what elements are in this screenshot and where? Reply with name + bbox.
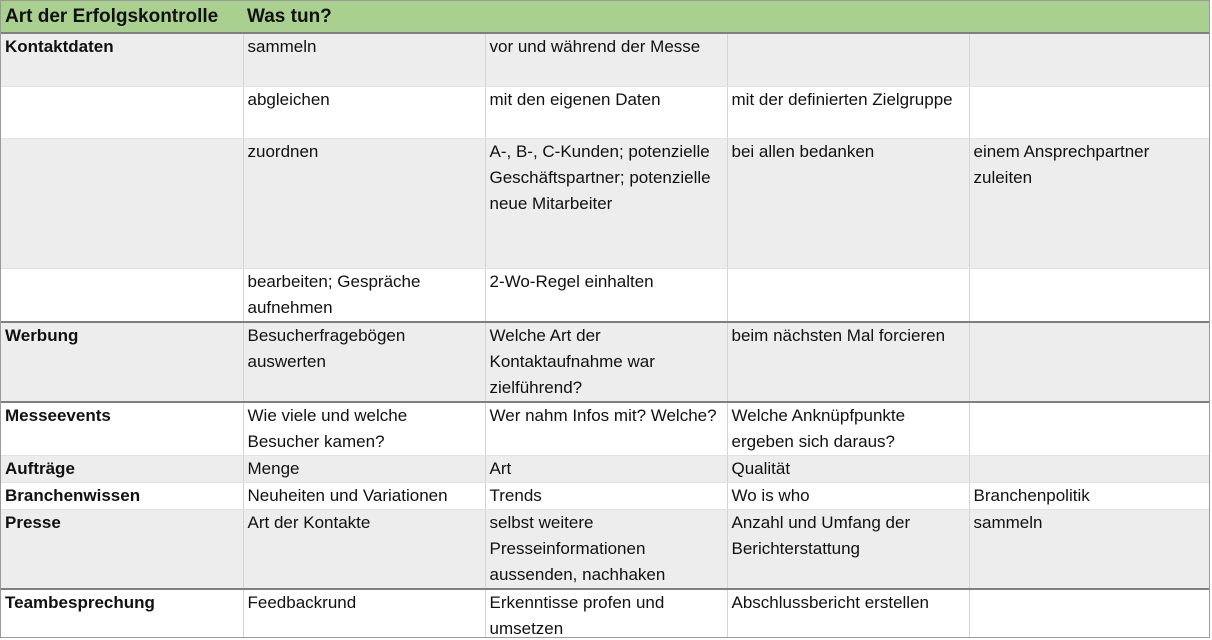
table-cell[interactable] — [727, 268, 969, 322]
table-cell[interactable]: Erkenntisse profen und umsetzen — [485, 589, 727, 639]
table-cell[interactable]: Wie viele und welche Besucher kamen? — [243, 402, 485, 456]
table-cell[interactable]: Anzahl und Umfang der Berichterstattung — [727, 509, 969, 589]
table-cell[interactable]: sammeln — [243, 34, 485, 86]
table-cell[interactable]: Wer nahm Infos mit? Welche? — [485, 402, 727, 456]
category-cell[interactable]: Presse — [1, 509, 243, 589]
table-cell[interactable]: Branchenpolitik — [969, 482, 1210, 509]
table-cell[interactable]: Abschlussbericht erstellen — [727, 589, 969, 639]
table-cell[interactable]: Wo is who — [727, 482, 969, 509]
erfolgskontrolle-table — [1, 34, 1210, 638]
table-cell[interactable]: Art — [485, 455, 727, 482]
table-cell[interactable]: mit der definierten Zielgruppe — [727, 86, 969, 138]
table-cell[interactable]: A-, B-, C-Kunden; potenzielle Geschäftspartner; potenzielle neue Mitarbeiter — [485, 138, 727, 268]
table-cell[interactable]: Qualität — [727, 455, 969, 482]
header-row — [1, 1, 1209, 34]
table-cell[interactable] — [969, 455, 1210, 482]
table-row — [1, 268, 1210, 322]
table-cell[interactable]: bearbeiten; Gespräche aufnehmen — [243, 268, 485, 322]
table-cell[interactable]: Besucherfragebögen auswerten — [243, 322, 485, 402]
category-cell[interactable]: Kontaktdaten — [1, 34, 243, 86]
table-cell[interactable] — [969, 322, 1210, 402]
table-cell[interactable]: 2-Wo-Regel einhalten — [485, 268, 727, 322]
table-cell[interactable]: einem Ansprechpartner zuleiten — [969, 138, 1210, 268]
table-cell[interactable]: Neuheiten und Variationen — [243, 482, 485, 509]
table-cell[interactable]: Art der Kontakte — [243, 509, 485, 589]
table-cell[interactable]: bei allen bedanken — [727, 138, 969, 268]
table-cell[interactable]: Menge — [243, 455, 485, 482]
table-cell[interactable]: zuordnen — [243, 138, 485, 268]
table-cell[interactable] — [727, 34, 969, 86]
table-row — [1, 138, 1210, 268]
table-row — [1, 482, 1210, 509]
table-cell[interactable]: Welche Anknüpfpunkte ergeben sich daraus? — [727, 402, 969, 456]
table-row — [1, 402, 1210, 456]
category-cell[interactable] — [1, 86, 243, 138]
table-cell[interactable]: vor und während der Messe — [485, 34, 727, 86]
table-cell[interactable]: selbst weitere Presseinformationen aussenden, nachhaken — [485, 509, 727, 589]
table-cell[interactable] — [969, 268, 1210, 322]
table-row — [1, 34, 1210, 86]
table-row — [1, 509, 1210, 589]
table-cell[interactable]: beim nächsten Mal forcieren — [727, 322, 969, 402]
table-row — [1, 322, 1210, 402]
table-row — [1, 589, 1210, 639]
category-cell[interactable]: Aufträge — [1, 455, 243, 482]
table-cell[interactable]: Feedbackrund — [243, 589, 485, 639]
category-cell[interactable]: Teambesprechung — [1, 589, 243, 639]
category-cell[interactable]: Werbung — [1, 322, 243, 402]
header-action[interactable]: Was tun? — [247, 6, 332, 27]
table-cell[interactable] — [969, 86, 1210, 138]
table-cell[interactable]: mit den eigenen Daten — [485, 86, 727, 138]
table-cell[interactable]: sammeln — [969, 509, 1210, 589]
table-cell[interactable] — [969, 402, 1210, 456]
table-cell[interactable]: Welche Art der Kontaktaufnahme war zielführend? — [485, 322, 727, 402]
category-cell[interactable] — [1, 268, 243, 322]
table-row — [1, 86, 1210, 138]
category-cell[interactable]: Branchenwissen — [1, 482, 243, 509]
table-cell[interactable] — [969, 34, 1210, 86]
table-cell[interactable] — [969, 589, 1210, 639]
table-cell[interactable]: Trends — [485, 482, 727, 509]
category-cell[interactable]: Messeevents — [1, 402, 243, 456]
category-cell[interactable] — [1, 138, 243, 268]
header-category[interactable]: Art der Erfolgskontrolle — [5, 6, 219, 27]
table-cell[interactable]: abgleichen — [243, 86, 485, 138]
table-row — [1, 455, 1210, 482]
